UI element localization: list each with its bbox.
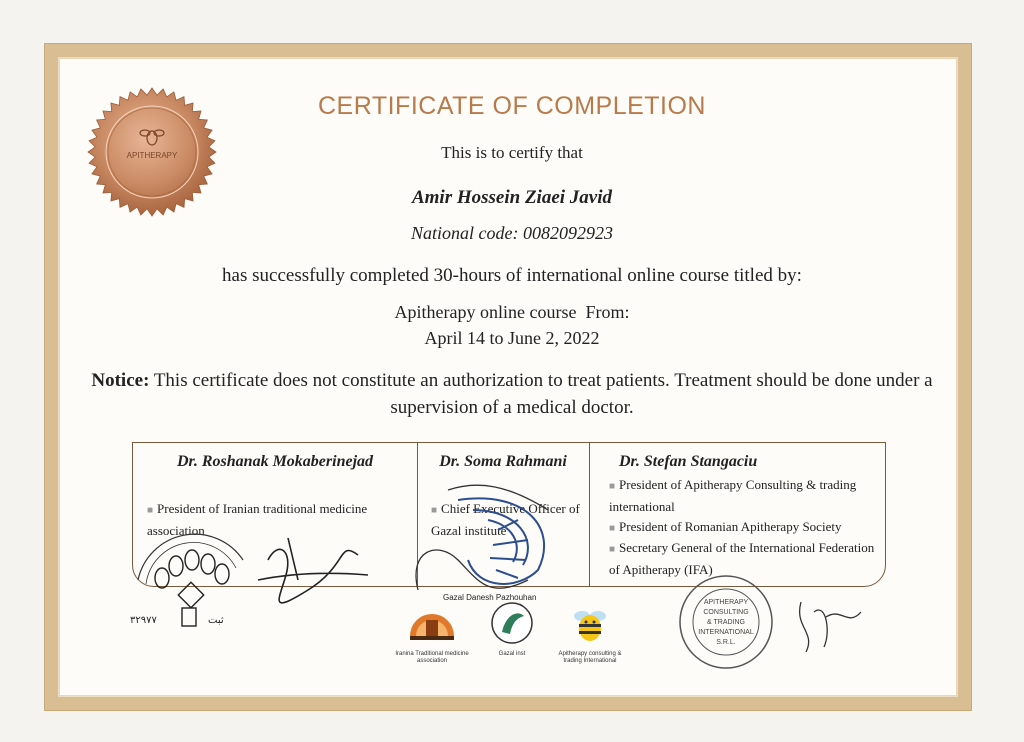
notice-label: Notice: xyxy=(91,370,150,391)
signatory-role: ■ Chief Executive Officer of Gazal institute xyxy=(431,501,580,538)
association-stamp xyxy=(118,520,378,650)
signature-stangaciu xyxy=(800,602,861,652)
svg-text:& TRADING: & TRADING xyxy=(707,619,745,626)
signatory-role: ■ President of Apitherapy Consulting & trading international xyxy=(609,477,857,514)
certify-line: This is to certify that xyxy=(441,143,583,162)
stamp-label: ثبت xyxy=(208,615,224,626)
apitherapy-stamp xyxy=(676,572,876,672)
seal-text: APITHERAPY xyxy=(126,151,178,160)
notice xyxy=(74,367,950,421)
signatory-3 xyxy=(589,443,885,586)
certificate-title: CERTIFICATE OF COMPLETION xyxy=(318,92,706,120)
signatory-name: Dr. Stefan Stangaciu xyxy=(619,453,758,470)
logo-apitherapy-consulting: Apitherapy consulting & trading International xyxy=(552,600,628,665)
signatory-role: ■ President of Iranian traditional medicine association xyxy=(147,501,368,538)
gazal-stamp xyxy=(398,470,578,620)
signatory-name: Dr. Roshanak Mokaberinejad xyxy=(176,453,374,470)
national-code: National code: 0082092923 xyxy=(411,223,613,243)
svg-text:CONSULTING: CONSULTING xyxy=(703,609,749,616)
association-logo-icon xyxy=(392,600,472,646)
bee-logo-icon xyxy=(552,600,628,646)
logo-gazal: Gazal inst xyxy=(482,600,542,658)
gazal-logo-icon xyxy=(482,600,542,646)
completion-line: has successfully completed 30-hours of international online course titled by: xyxy=(222,265,802,286)
gazal-stamp-text: Gazal Danesh Pazhouhan xyxy=(443,593,537,602)
course-dates: April 14 to June 2, 2022 xyxy=(424,328,600,348)
signatory-name: Dr. Soma Rahmani xyxy=(439,453,567,470)
logo-iranian-association: Iranina Traditional medicine association xyxy=(392,600,472,665)
svg-text:INTERNATIONAL: INTERNATIONAL xyxy=(698,629,754,636)
signatory-role: ■ Secretary General of the International Federation of Apitherapy (IFA) xyxy=(609,540,875,577)
stamp-number: ۳۲۹۷۷ xyxy=(130,615,157,626)
signatory-role: ■ President of Romanian Apitherapy Society xyxy=(609,519,842,534)
recipient-name: Amir Hossein Ziaei Javid xyxy=(411,187,613,208)
svg-text:S.R.L.: S.R.L. xyxy=(716,639,736,646)
course-title: Apitherapy online course From: xyxy=(394,302,630,322)
svg-text:APITHERAPY: APITHERAPY xyxy=(703,599,749,606)
notice-text: This certificate does not constitute an authorization to treat patients. Treatment should be done under a supervision of a medical doctor. xyxy=(149,370,933,418)
